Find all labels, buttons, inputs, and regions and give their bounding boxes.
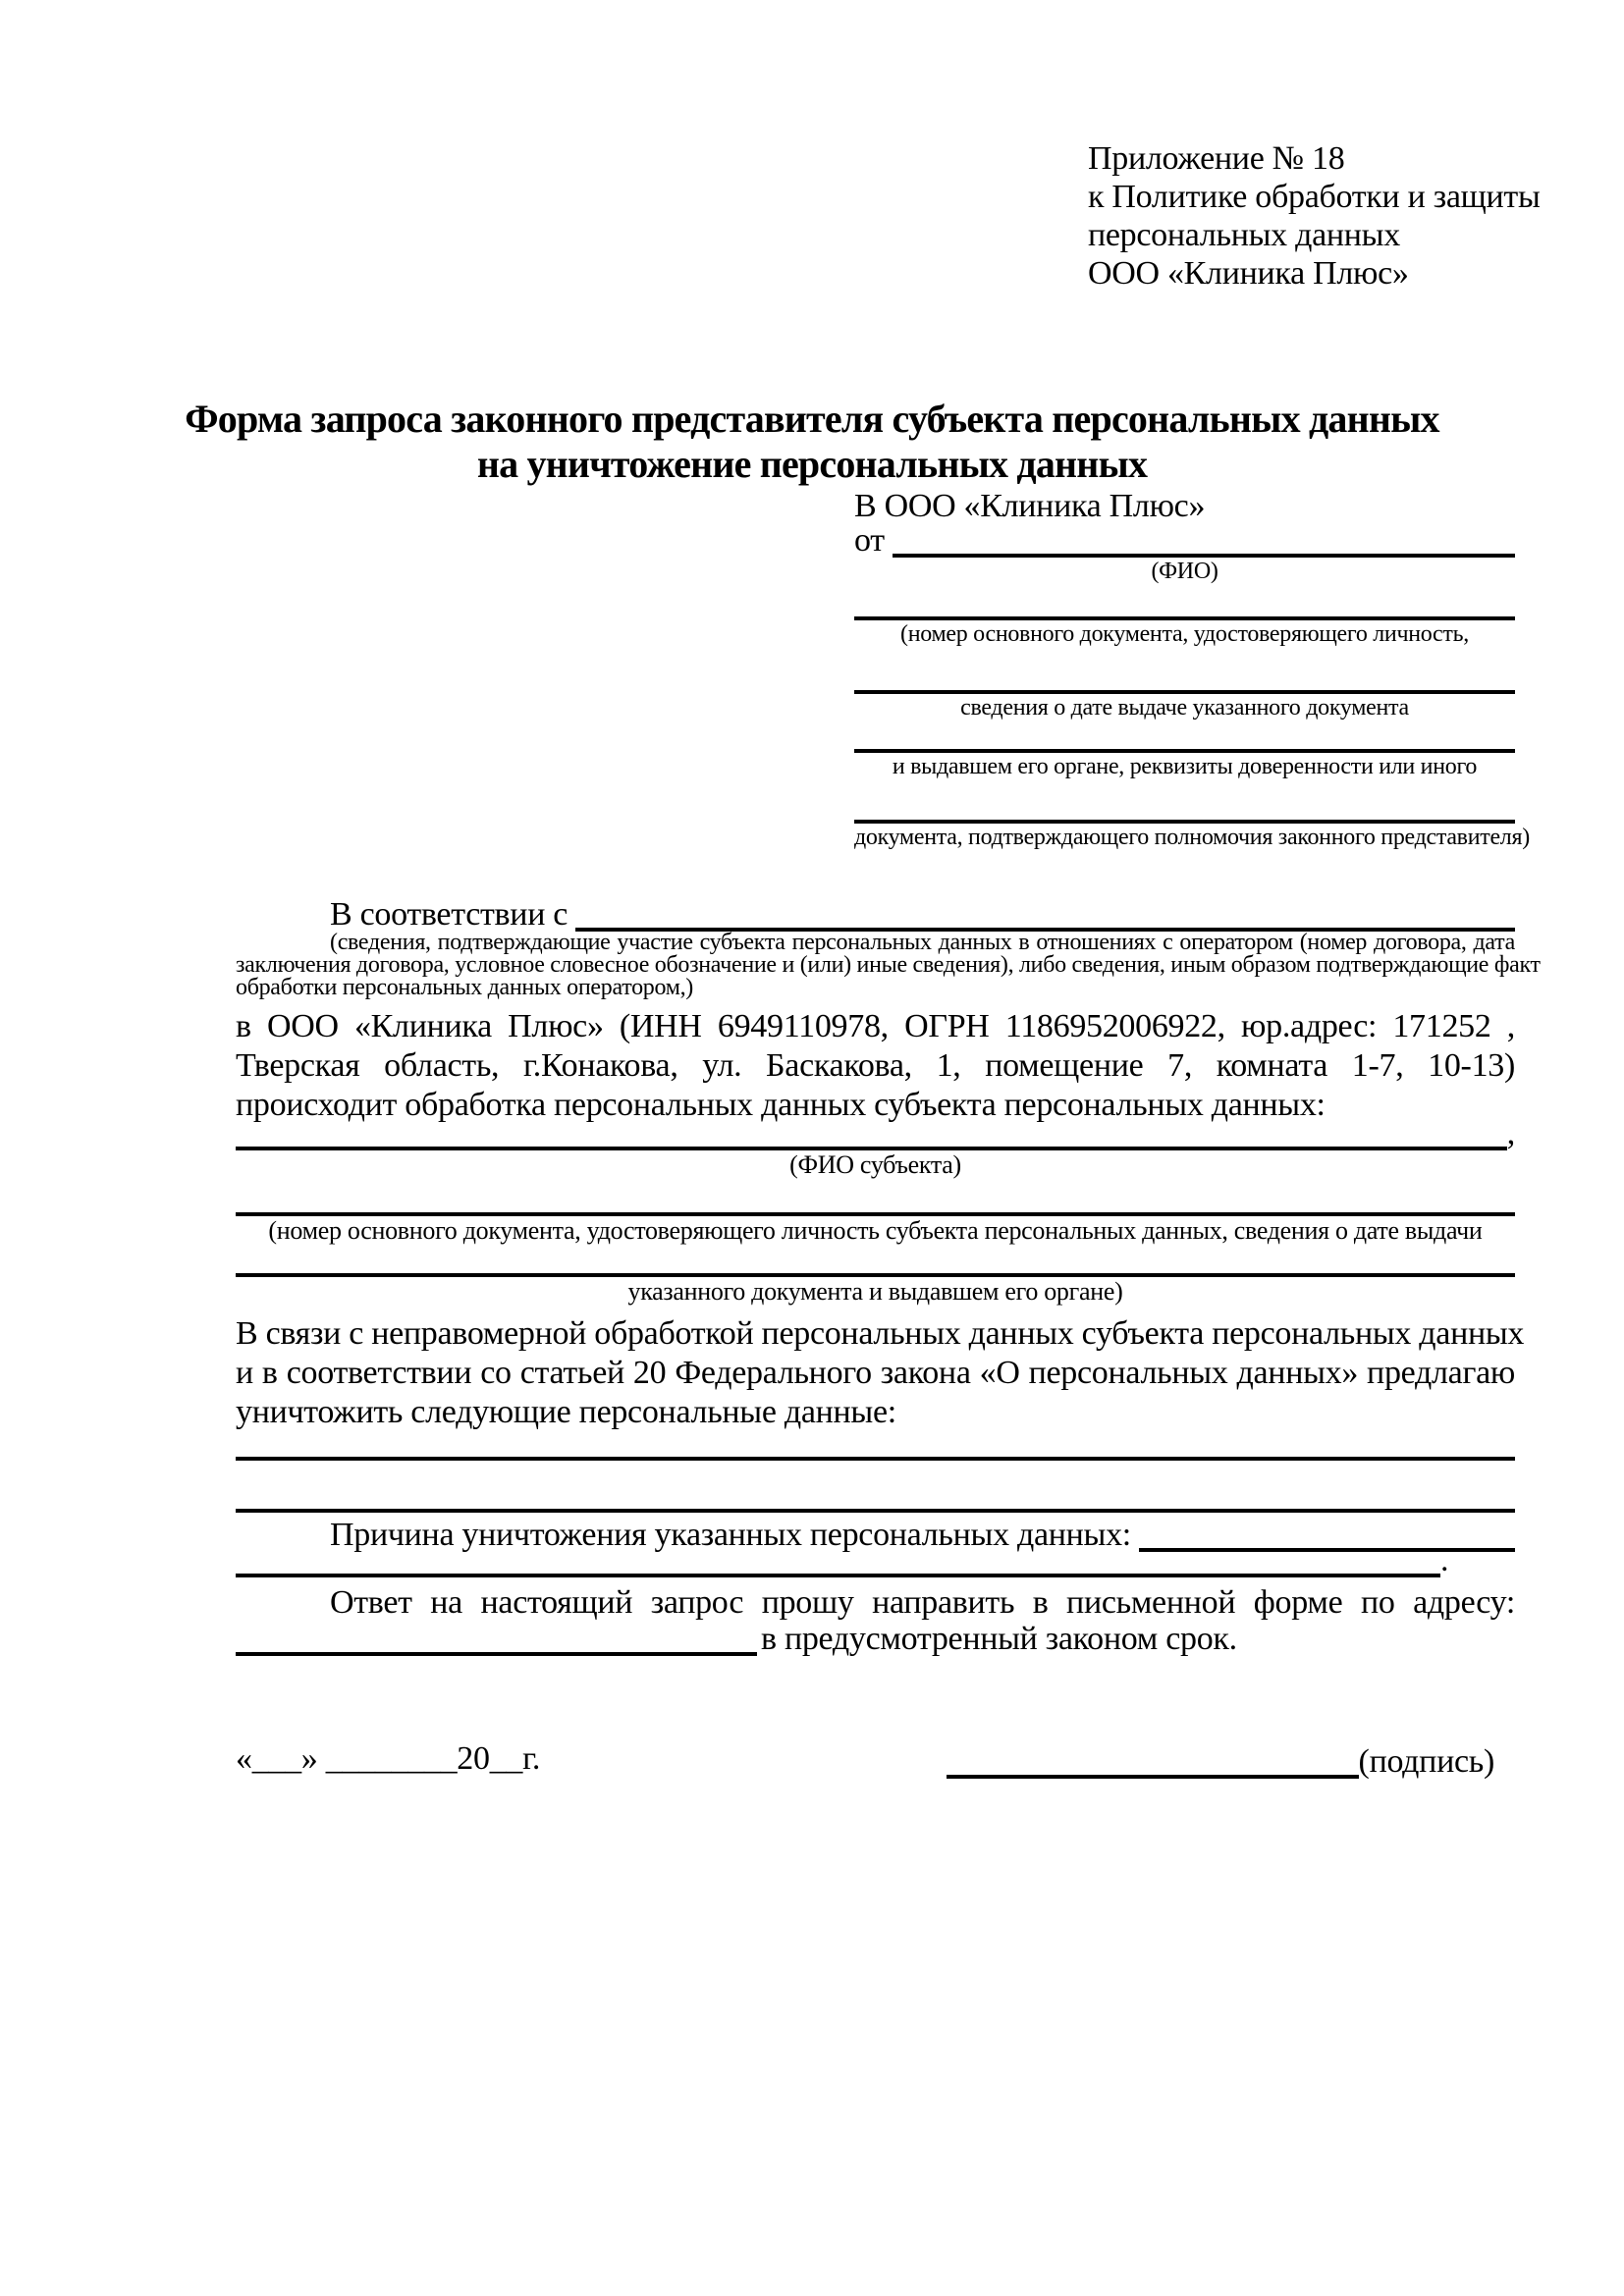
operator-paragraph-line: происходит обработка персональных данных субъекта персональных данных: bbox=[236, 1087, 1326, 1123]
subject-doc-blank-line-1 bbox=[236, 1180, 1515, 1216]
subject-doc-blank-line-2 bbox=[236, 1246, 1515, 1277]
reason-blank-line bbox=[1139, 1548, 1515, 1552]
representative-doc-caption-1: (номер основного документа, удостоверяющего личность, bbox=[900, 621, 1469, 647]
fio-caption: (ФИО) bbox=[1151, 559, 1218, 584]
signature-blank-line bbox=[947, 1775, 1359, 1779]
request-paragraph-line: уничтожить следующие персональные данные: bbox=[236, 1394, 896, 1430]
subject-fio-caption: (ФИО субъекта) bbox=[789, 1150, 961, 1179]
reason-row bbox=[236, 1515, 1515, 1552]
form-title-line-2: на уничтожение персональных данных bbox=[476, 442, 1148, 486]
form-title bbox=[130, 397, 1494, 487]
from-label: от bbox=[854, 522, 885, 559]
accordance-lead: В соответствии с bbox=[330, 896, 568, 933]
accordance-caption-line: (сведения, подтверждающие участие субъекта персональных данных в отношениях с оператором (номер договора, дата bbox=[330, 930, 1515, 955]
accordance-section bbox=[236, 896, 1541, 1000]
representative-doc-caption-3: и выдавшем его органе, реквизиты доверенности или иного bbox=[892, 754, 1478, 779]
addressee-block bbox=[854, 487, 1530, 851]
representative-doc-caption-2: сведения о дате выдаче указанного документа bbox=[960, 695, 1409, 721]
request-paragraph-line: В связи с неправомерной обработкой персональных данных субъекта персональных данных bbox=[236, 1315, 1525, 1352]
subject-doc-caption-1: (номер основного документа, удостоверяющего личность субъекта персональных данных, сведения о дате выдачи bbox=[268, 1216, 1483, 1245]
representative-doc-blank-line-2 bbox=[854, 648, 1515, 694]
reply-sentence: Ответ на настоящий запрос прошу направить в письменной форме по адресу: bbox=[330, 1584, 1515, 1621]
form-title-line-1: Форма запроса законного представителя субъекта персональных данных bbox=[185, 397, 1439, 441]
main-form-block bbox=[236, 1115, 1525, 1657]
header-note-line: к Политике обработки и защиты bbox=[1088, 179, 1541, 215]
operator-paragraph-line: в ООО «Клиника Плюс» (ИНН 6949110978, ОГРН 1186952006922, юр.адрес: 171252 , bbox=[236, 1008, 1515, 1044]
personal-data-blank-line-1 bbox=[236, 1432, 1515, 1461]
personal-data-blank-line-2 bbox=[236, 1461, 1515, 1513]
operator-paragraph-line: Тверская область, г.Конакова, ул. Баскакова, 1, помещение 7, комната 1-7, 10-13) bbox=[236, 1047, 1515, 1084]
representative-doc-blank-line-1 bbox=[854, 585, 1515, 620]
subject-doc-caption-2: указанного документа и выдавшем его органе) bbox=[627, 1277, 1123, 1306]
header-note bbox=[1088, 139, 1541, 293]
header-note-line: ООО «Клиника Плюс» bbox=[1088, 255, 1409, 292]
from-row bbox=[854, 522, 1515, 559]
operator-paragraph bbox=[236, 1007, 1515, 1125]
subject-fio-row bbox=[236, 1115, 1515, 1151]
date-blank: «___» ________20__г. bbox=[236, 1740, 541, 1777]
signature-group bbox=[947, 1745, 1494, 1779]
reason-continuation-row bbox=[236, 1542, 1515, 1578]
accordance-caption bbox=[236, 930, 1541, 1000]
accordance-caption-line: заключения договора, условное словесное обозначение и (или) иные сведения), либо сведения, иным образом подтверждающие факт bbox=[236, 952, 1541, 978]
reason-period: . bbox=[1440, 1542, 1449, 1578]
date-signature-row bbox=[236, 1739, 1494, 1779]
representative-doc-caption-4: документа, подтверждающего полномочия законного представителя) bbox=[854, 825, 1530, 850]
reason-continuation-blank-line bbox=[236, 1574, 1440, 1577]
reply-tail: в предусмотренный законом срок. bbox=[761, 1621, 1237, 1657]
representative-doc-blank-line-4 bbox=[854, 780, 1515, 824]
representative-doc-blank-line-3 bbox=[854, 721, 1515, 753]
request-paragraph-line: и в соответствии со статьей 20 Федерального закона «О персональных данных» предлагаю bbox=[236, 1355, 1515, 1391]
reply-address-row bbox=[236, 1623, 1515, 1656]
header-note-line: персональных данных bbox=[1088, 217, 1400, 253]
reason-label: Причина уничтожения указанных персональных данных: bbox=[330, 1517, 1131, 1553]
subject-fio-comma: , bbox=[1506, 1115, 1515, 1151]
reply-address-blank-line bbox=[236, 1652, 757, 1656]
accordance-caption-line: обработки персональных данных оператором,) bbox=[236, 975, 693, 1000]
accordance-row bbox=[236, 896, 1515, 932]
request-paragraph bbox=[236, 1314, 1525, 1432]
header-note-line: Приложение № 18 bbox=[1088, 140, 1345, 177]
addressee-organization: В ООО «Клиника Плюс» bbox=[854, 488, 1206, 524]
signature-caption: (подпись) bbox=[1358, 1743, 1494, 1780]
